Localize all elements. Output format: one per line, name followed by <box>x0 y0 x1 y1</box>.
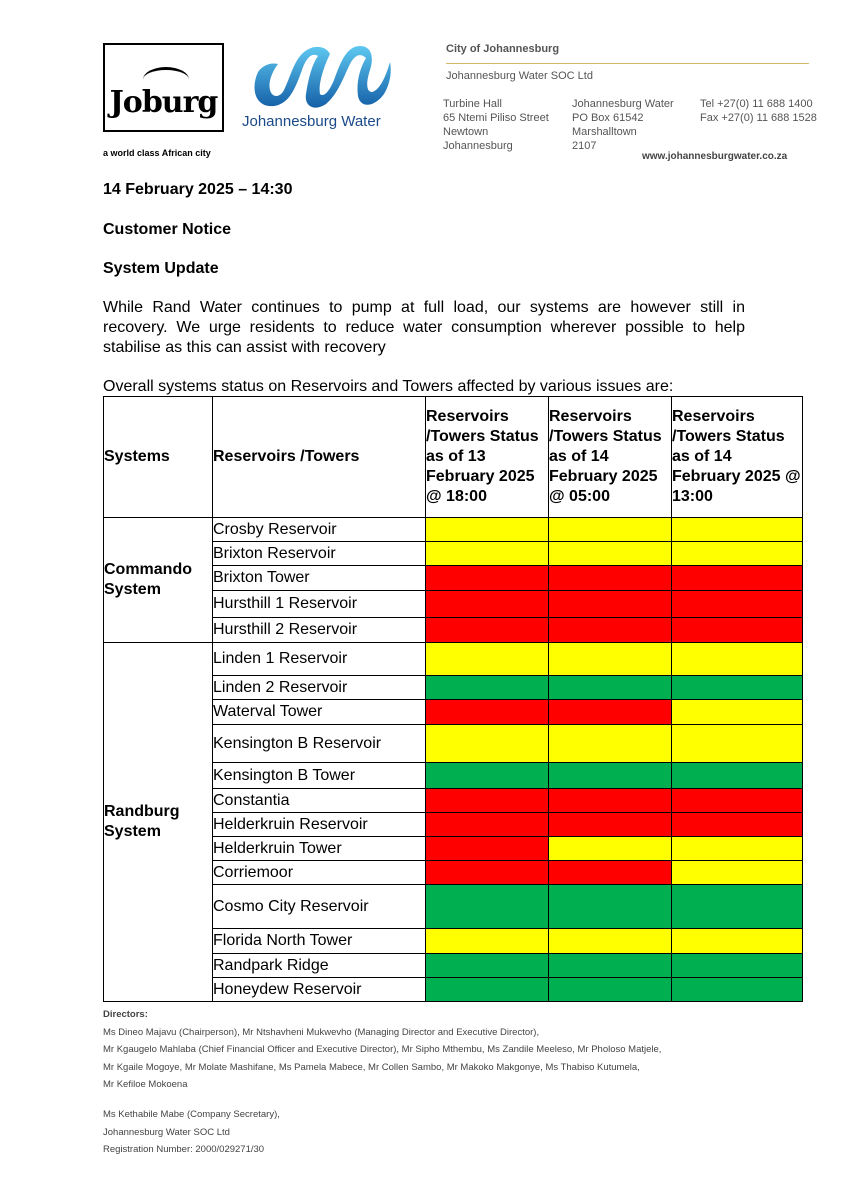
status-cell <box>672 518 803 542</box>
status-cell <box>549 700 672 725</box>
reservoir-name: Brixton Tower <box>213 566 426 591</box>
status-cell <box>672 566 803 591</box>
company-secretary-block <box>103 1106 280 1159</box>
status-cell <box>426 978 549 1002</box>
johannesburg-water-logo-text: Johannesburg Water <box>242 113 381 130</box>
street-address <box>443 97 549 153</box>
joburg-logo <box>103 43 224 132</box>
reservoir-name: Cosmo City Reservoir <box>213 885 426 929</box>
directors-line: Ms Dineo Majavu (Chairperson), Mr Ntshavheni Mukwevho (Managing Director and Executive Director), <box>103 1026 540 1038</box>
reservoir-name: Florida North Tower <box>213 929 426 954</box>
status-cell <box>549 618 672 643</box>
status-cell <box>426 929 549 954</box>
status-cell <box>672 837 803 861</box>
status-cell <box>549 542 672 566</box>
status-cell <box>672 542 803 566</box>
header-systems: Systems <box>104 397 213 518</box>
header-reservoirs-towers: Reservoirs /Towers <box>213 397 426 518</box>
status-cell <box>426 542 549 566</box>
status-cell <box>672 618 803 643</box>
header-status-14-feb-0500: Reservoirs /Towers Status as of 14 February 2025 @ 05:00 <box>549 397 672 518</box>
status-cell <box>549 978 672 1002</box>
reservoir-name: Constantia <box>213 789 426 813</box>
status-cell <box>549 591 672 618</box>
street-address-line: Johannesburg <box>443 140 513 152</box>
status-cell <box>549 643 672 676</box>
header-status-13-feb-1800: Reservoirs /Towers Status as of 13 February 2025 @ 18:00 <box>426 397 549 518</box>
status-cell <box>672 929 803 954</box>
status-cell <box>549 789 672 813</box>
joburg-logo-text: Joburg <box>109 85 218 120</box>
reservoir-name: Brixton Reservoir <box>213 542 426 566</box>
status-cell <box>549 954 672 978</box>
status-cell <box>426 518 549 542</box>
status-cell <box>549 813 672 837</box>
street-address-line: Turbine Hall <box>443 98 502 110</box>
header-status-14-feb-1300: Reservoirs /Towers Status as of 14 February 2025 @ 13:00 <box>672 397 803 518</box>
postal-address-line: PO Box 61542 <box>572 112 644 124</box>
postal-address-line: Marshalltown <box>572 126 637 138</box>
status-cell <box>672 700 803 725</box>
status-cell <box>672 763 803 789</box>
water-wave-icon <box>240 42 395 114</box>
directors-line: Mr Kgaile Mogoye, Mr Molate Mashifane, Ms Pamela Mabece, Mr Collen Sambo, Mr Makoko Makgonye, Ms Thabiso Kutumela, <box>103 1061 640 1073</box>
notice-subheading: System Update <box>103 260 219 277</box>
status-cell <box>426 643 549 676</box>
reservoir-name: Crosby Reservoir <box>213 518 426 542</box>
status-cell <box>549 763 672 789</box>
joburg-tagline: a world class African city <box>103 148 211 158</box>
status-cell <box>672 591 803 618</box>
system-name-randburg: Randburg System <box>104 643 213 1002</box>
secretary-line: Ms Kethabile Mabe (Company Secretary), <box>103 1109 280 1120</box>
status-cell <box>426 789 549 813</box>
status-cell <box>549 929 672 954</box>
status-cell <box>549 566 672 591</box>
reservoir-name: Hursthill 1 Reservoir <box>213 591 426 618</box>
reservoir-name: Kensington B Reservoir <box>213 725 426 763</box>
reservoir-name: Hursthill 2 Reservoir <box>213 618 426 643</box>
status-cell <box>549 725 672 763</box>
overall-status-intro: Overall systems status on Reservoirs and Towers affected by various issues are: <box>103 378 674 395</box>
directors-list <box>103 1006 743 1094</box>
telephone-number: Tel +27(0) 11 688 1400 <box>700 98 813 110</box>
status-cell <box>672 643 803 676</box>
status-cell <box>426 676 549 700</box>
status-cell <box>672 861 803 885</box>
registration-number: Registration Number: 2000/029271/30 <box>103 1144 265 1155</box>
status-cell <box>672 978 803 1002</box>
reservoir-name: Randpark Ridge <box>213 954 426 978</box>
street-address-line: Newtown <box>443 126 489 138</box>
status-cell <box>672 813 803 837</box>
status-cell <box>672 725 803 763</box>
status-cell <box>426 763 549 789</box>
status-cell <box>549 676 672 700</box>
reservoir-status-table <box>103 396 803 1002</box>
status-cell <box>549 885 672 929</box>
status-cell <box>426 861 549 885</box>
website-link[interactable]: www.johannesburgwater.co.za <box>642 151 788 162</box>
company-name: Johannesburg Water SOC Ltd <box>446 70 593 82</box>
fax-number: Fax +27(0) 11 688 1528 <box>700 112 817 124</box>
status-cell <box>672 676 803 700</box>
table-row <box>104 518 803 542</box>
status-cell <box>426 813 549 837</box>
notice-heading: Customer Notice <box>103 221 232 238</box>
status-cell <box>426 954 549 978</box>
reservoir-name: Waterval Tower <box>213 700 426 725</box>
status-cell <box>672 789 803 813</box>
city-name: City of Johannesburg <box>446 43 560 55</box>
johannesburg-water-logo <box>240 42 395 137</box>
status-cell <box>426 566 549 591</box>
reservoir-name: Corriemoor <box>213 861 426 885</box>
status-cell <box>672 954 803 978</box>
table-header-row <box>104 397 803 518</box>
notice-datetime: 14 February 2025 – 14:30 <box>103 181 293 198</box>
status-cell <box>672 885 803 929</box>
table-row <box>104 643 803 676</box>
status-cell <box>549 518 672 542</box>
contact-numbers <box>700 97 817 125</box>
reservoir-name: Linden 2 Reservoir <box>213 676 426 700</box>
directors-line: Mr Kefiloe Mokoena <box>103 1079 188 1090</box>
directors-heading: Directors: <box>103 1009 148 1020</box>
secretary-line: Johannesburg Water SOC Ltd <box>103 1126 230 1138</box>
status-cell <box>426 591 549 618</box>
directors-line: Mr Kgaugelo Mahlaba (Chief Financial Officer and Executive Director), Mr Sipho Mthembu, Ms Zandile Meeleso, Mr Pholoso Matjele, <box>103 1044 662 1055</box>
street-address-line: 65 Ntemi Piliso Street <box>443 112 549 124</box>
reservoir-name: Helderkruin Tower <box>213 837 426 861</box>
postal-address-line: 2107 <box>572 140 597 152</box>
notice-paragraph: While Rand Water continues to pump at full load, our systems are however still in recovery. We urge residents to reduce water consumption wherever possible to help stabilise as this can assist with recovery <box>103 299 745 356</box>
status-cell <box>426 885 549 929</box>
postal-address <box>572 97 674 153</box>
status-cell <box>549 861 672 885</box>
system-name-commando: Commando System <box>104 518 213 643</box>
reservoir-name: Helderkruin Reservoir <box>213 813 426 837</box>
postal-address-line: Johannesburg Water <box>572 98 674 110</box>
status-cell <box>426 700 549 725</box>
status-cell <box>426 725 549 763</box>
reservoir-name: Kensington B Tower <box>213 763 426 789</box>
status-cell <box>549 837 672 861</box>
status-cell <box>426 837 549 861</box>
status-cell <box>426 618 549 643</box>
reservoir-name: Linden 1 Reservoir <box>213 643 426 676</box>
reservoir-name: Honeydew Reservoir <box>213 978 426 1002</box>
header-divider <box>446 63 809 64</box>
